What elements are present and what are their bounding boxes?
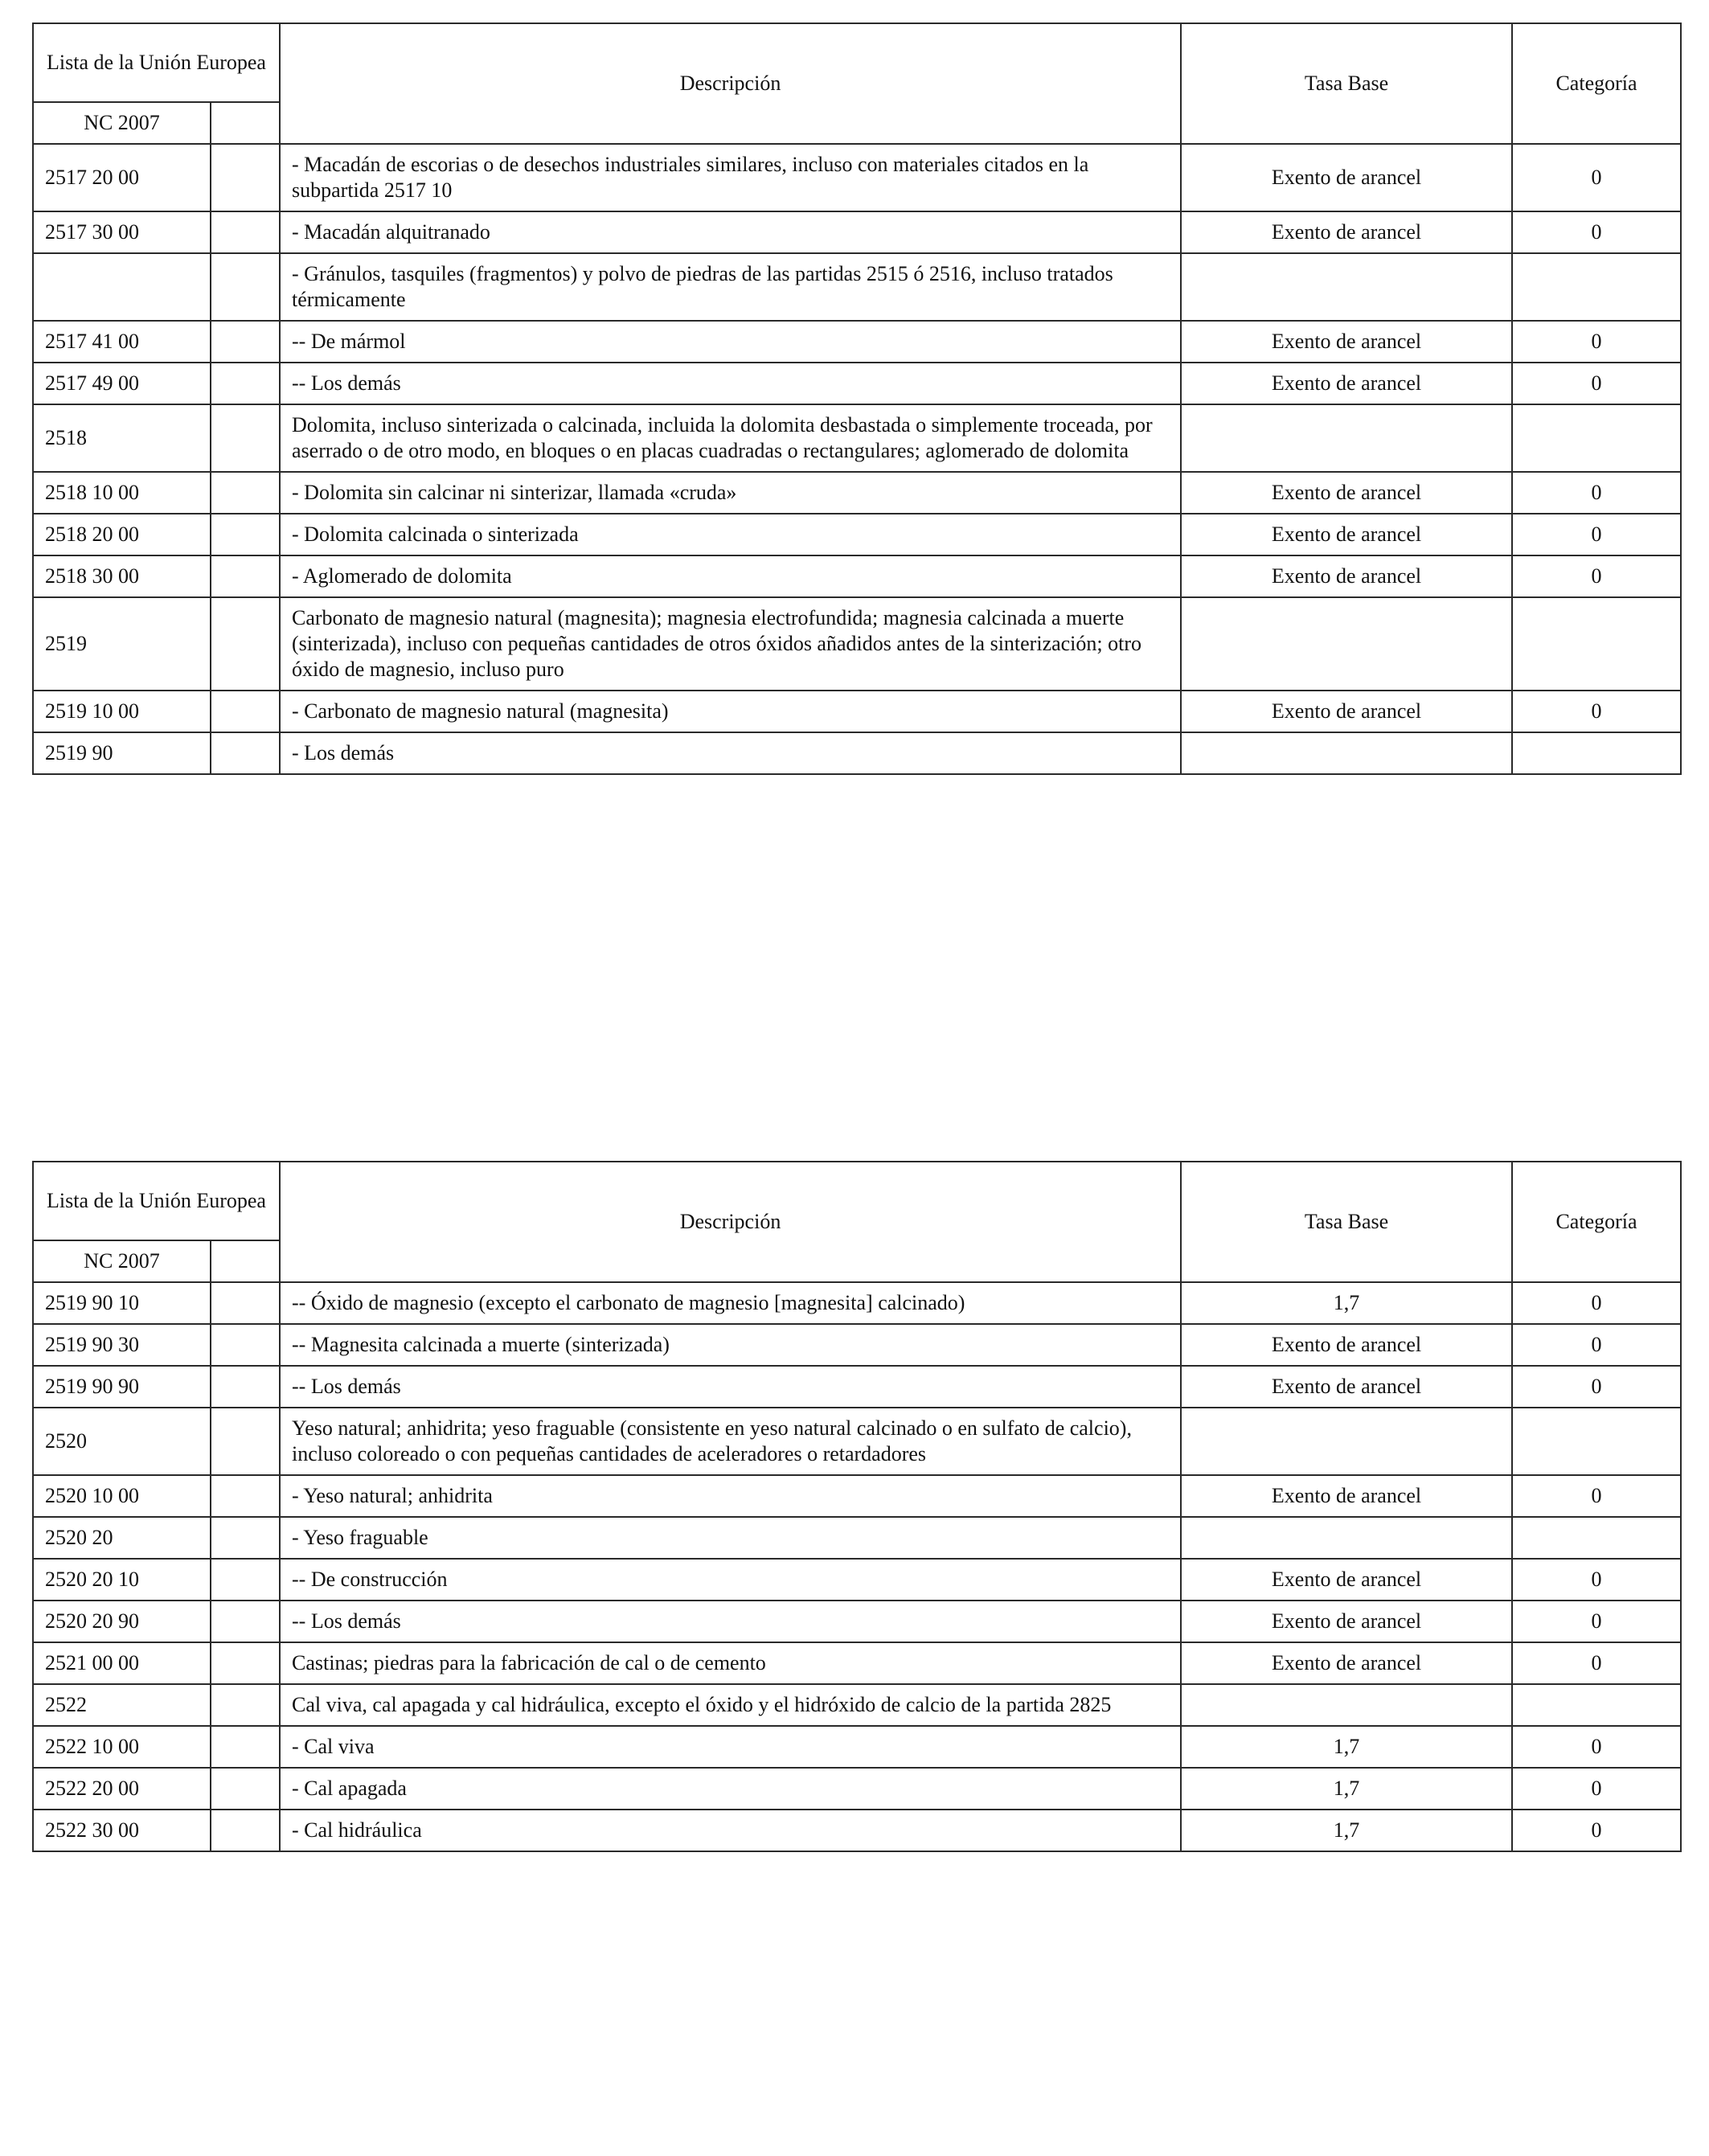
base-rate-header: Tasa Base	[1181, 23, 1512, 144]
blank-cell	[211, 1601, 280, 1642]
table-row	[33, 363, 1681, 404]
nc-2007-header: NC 2007	[33, 1240, 211, 1282]
blank-cell	[211, 1726, 280, 1768]
nc-code-cell: 2520 20	[33, 1517, 211, 1559]
blank-cell	[211, 1559, 280, 1601]
base-rate-cell	[1181, 1408, 1512, 1475]
description-cell: Cal viva, cal apagada y cal hidráulica, excepto el óxido y el hidróxido de calcio de la partida 2825	[280, 1684, 1181, 1726]
description-cell: -- De mármol	[280, 321, 1181, 363]
category-cell: 0	[1512, 1366, 1681, 1408]
table-row	[33, 1408, 1681, 1475]
blank-header-cell	[211, 1240, 280, 1282]
base-rate-cell: Exento de arancel	[1181, 1642, 1512, 1684]
table-row	[33, 1324, 1681, 1366]
table-header	[33, 1162, 1681, 1282]
nc-code-cell	[33, 253, 211, 321]
description-cell: -- De construcción	[280, 1559, 1181, 1601]
blank-cell	[211, 555, 280, 597]
description-header: Descripción	[280, 1162, 1181, 1282]
blank-cell	[211, 321, 280, 363]
nc-code-cell: 2518 20 00	[33, 514, 211, 555]
base-rate-cell: Exento de arancel	[1181, 144, 1512, 211]
nc-code-cell: 2519	[33, 597, 211, 691]
blank-header-cell	[211, 102, 280, 144]
nc-2007-header: NC 2007	[33, 102, 211, 144]
nc-code-cell: 2522 30 00	[33, 1810, 211, 1851]
table-body	[33, 144, 1681, 774]
table-row	[33, 1601, 1681, 1642]
blank-cell	[211, 597, 280, 691]
category-cell: 0	[1512, 1559, 1681, 1601]
table-row	[33, 253, 1681, 321]
description-cell: - Dolomita sin calcinar ni sinterizar, llamada «cruda»	[280, 472, 1181, 514]
description-cell: - Dolomita calcinada o sinterizada	[280, 514, 1181, 555]
table-row	[33, 1366, 1681, 1408]
nc-code-cell: 2517 49 00	[33, 363, 211, 404]
table-row	[33, 404, 1681, 472]
base-rate-cell: Exento de arancel	[1181, 1366, 1512, 1408]
blank-cell	[211, 211, 280, 253]
category-cell	[1512, 1517, 1681, 1559]
base-rate-cell: 1,7	[1181, 1768, 1512, 1810]
category-cell	[1512, 404, 1681, 472]
category-cell: 0	[1512, 144, 1681, 211]
base-rate-cell: Exento de arancel	[1181, 211, 1512, 253]
blank-cell	[211, 1324, 280, 1366]
category-cell: 0	[1512, 1810, 1681, 1851]
nc-code-cell: 2519 90 30	[33, 1324, 211, 1366]
description-cell: - Los demás	[280, 732, 1181, 774]
blank-cell	[211, 1642, 280, 1684]
description-cell: - Cal apagada	[280, 1768, 1181, 1810]
category-cell: 0	[1512, 1726, 1681, 1768]
blank-cell	[211, 1684, 280, 1726]
tariff-table-1	[32, 23, 1682, 775]
table-header	[33, 23, 1681, 144]
nc-code-cell: 2518 30 00	[33, 555, 211, 597]
nc-code-cell: 2522	[33, 1684, 211, 1726]
table-row	[33, 1810, 1681, 1851]
description-cell: Castinas; piedras para la fabricación de cal o de cemento	[280, 1642, 1181, 1684]
description-cell: -- Óxido de magnesio (excepto el carbonato de magnesio [magnesita] calcinado)	[280, 1282, 1181, 1324]
blank-cell	[211, 404, 280, 472]
description-cell: - Macadán de escorias o de desechos industriales similares, incluso con materiales citados en la subpartida 2517 10	[280, 144, 1181, 211]
category-cell: 0	[1512, 691, 1681, 732]
category-cell	[1512, 597, 1681, 691]
nc-code-cell: 2520	[33, 1408, 211, 1475]
category-cell: 0	[1512, 514, 1681, 555]
blank-cell	[211, 1366, 280, 1408]
nc-code-cell: 2520 10 00	[33, 1475, 211, 1517]
base-rate-cell: Exento de arancel	[1181, 1601, 1512, 1642]
base-rate-cell: Exento de arancel	[1181, 472, 1512, 514]
category-cell	[1512, 1684, 1681, 1726]
category-cell: 0	[1512, 472, 1681, 514]
description-cell: Yeso natural; anhidrita; yeso fraguable (consistente en yeso natural calcinado o en sulfato de calcio), incluso coloreado o con pequeñas cantidades de aceleradores o retardadores	[280, 1408, 1181, 1475]
description-cell: -- Los demás	[280, 1366, 1181, 1408]
tariff-table-2	[32, 1161, 1682, 1852]
description-cell: - Gránulos, tasquiles (fragmentos) y polvo de piedras de las partidas 2515 ó 2516, incluso tratados térmicamente	[280, 253, 1181, 321]
nc-code-cell: 2519 90 90	[33, 1366, 211, 1408]
base-rate-cell: Exento de arancel	[1181, 1475, 1512, 1517]
eu-list-header: Lista de la Unión Europea	[33, 1162, 280, 1240]
blank-cell	[211, 514, 280, 555]
description-header: Descripción	[280, 23, 1181, 144]
category-cell	[1512, 253, 1681, 321]
nc-code-cell: 2517 20 00	[33, 144, 211, 211]
table-row	[33, 1559, 1681, 1601]
description-cell: -- Los demás	[280, 363, 1181, 404]
category-cell: 0	[1512, 1282, 1681, 1324]
category-cell: 0	[1512, 1768, 1681, 1810]
table-row	[33, 1642, 1681, 1684]
description-cell: -- Los demás	[280, 1601, 1181, 1642]
base-rate-cell: 1,7	[1181, 1810, 1512, 1851]
table-row	[33, 514, 1681, 555]
blank-cell	[211, 1768, 280, 1810]
category-cell: 0	[1512, 363, 1681, 404]
category-cell	[1512, 732, 1681, 774]
description-cell: Carbonato de magnesio natural (magnesita); magnesia electrofundida; magnesia calcinada a muerte (sinterizada), incluso con pequeñas cantidades de otros óxidos añadidos antes de la sinterización; otro óxido de magnesio, incluso puro	[280, 597, 1181, 691]
nc-code-cell: 2517 30 00	[33, 211, 211, 253]
description-cell: - Carbonato de magnesio natural (magnesita)	[280, 691, 1181, 732]
nc-code-cell: 2518	[33, 404, 211, 472]
category-cell: 0	[1512, 1475, 1681, 1517]
base-rate-cell: Exento de arancel	[1181, 691, 1512, 732]
description-cell: - Yeso fraguable	[280, 1517, 1181, 1559]
base-rate-header: Tasa Base	[1181, 1162, 1512, 1282]
table-row	[33, 1684, 1681, 1726]
category-cell: 0	[1512, 1601, 1681, 1642]
table-row	[33, 732, 1681, 774]
nc-code-cell: 2519 10 00	[33, 691, 211, 732]
base-rate-cell	[1181, 404, 1512, 472]
category-cell: 0	[1512, 211, 1681, 253]
table-row	[33, 211, 1681, 253]
blank-cell	[211, 1517, 280, 1559]
eu-list-header: Lista de la Unión Europea	[33, 23, 280, 102]
blank-cell	[211, 472, 280, 514]
table-body	[33, 1282, 1681, 1851]
table-row	[33, 691, 1681, 732]
table-row	[33, 472, 1681, 514]
table-row	[33, 144, 1681, 211]
blank-cell	[211, 691, 280, 732]
base-rate-cell: 1,7	[1181, 1726, 1512, 1768]
nc-code-cell: 2519 90 10	[33, 1282, 211, 1324]
base-rate-cell	[1181, 253, 1512, 321]
base-rate-cell: 1,7	[1181, 1282, 1512, 1324]
category-cell: 0	[1512, 321, 1681, 363]
nc-code-cell: 2521 00 00	[33, 1642, 211, 1684]
base-rate-cell	[1181, 1684, 1512, 1726]
blank-cell	[211, 1408, 280, 1475]
nc-code-cell: 2520 20 10	[33, 1559, 211, 1601]
nc-code-cell: 2517 41 00	[33, 321, 211, 363]
description-cell: Dolomita, incluso sinterizada o calcinada, incluida la dolomita desbastada o simplemente troceada, por aserrado o de otro modo, en bloques o en placas cuadradas o rectangulares; aglomerado de dolomita	[280, 404, 1181, 472]
category-header: Categoría	[1512, 1162, 1681, 1282]
description-cell: -- Magnesita calcinada a muerte (sinterizada)	[280, 1324, 1181, 1366]
nc-code-cell: 2520 20 90	[33, 1601, 211, 1642]
nc-code-cell: 2518 10 00	[33, 472, 211, 514]
base-rate-cell: Exento de arancel	[1181, 363, 1512, 404]
category-cell: 0	[1512, 555, 1681, 597]
blank-cell	[211, 253, 280, 321]
table-row	[33, 321, 1681, 363]
base-rate-cell: Exento de arancel	[1181, 555, 1512, 597]
nc-code-cell: 2519 90	[33, 732, 211, 774]
base-rate-cell: Exento de arancel	[1181, 514, 1512, 555]
description-cell: - Cal viva	[280, 1726, 1181, 1768]
blank-cell	[211, 1475, 280, 1517]
description-cell: - Cal hidráulica	[280, 1810, 1181, 1851]
base-rate-cell	[1181, 1517, 1512, 1559]
description-cell: - Yeso natural; anhidrita	[280, 1475, 1181, 1517]
description-cell: - Aglomerado de dolomita	[280, 555, 1181, 597]
nc-code-cell: 2522 20 00	[33, 1768, 211, 1810]
table-row	[33, 1768, 1681, 1810]
blank-cell	[211, 1282, 280, 1324]
base-rate-cell: Exento de arancel	[1181, 1559, 1512, 1601]
blank-cell	[211, 363, 280, 404]
table-row	[33, 1282, 1681, 1324]
category-cell: 0	[1512, 1324, 1681, 1366]
blank-cell	[211, 732, 280, 774]
table-row	[33, 555, 1681, 597]
base-rate-cell	[1181, 597, 1512, 691]
category-cell	[1512, 1408, 1681, 1475]
table-row	[33, 597, 1681, 691]
table-row	[33, 1475, 1681, 1517]
base-rate-cell	[1181, 732, 1512, 774]
blank-cell	[211, 1810, 280, 1851]
category-cell: 0	[1512, 1642, 1681, 1684]
category-header: Categoría	[1512, 23, 1681, 144]
blank-cell	[211, 144, 280, 211]
table-row	[33, 1726, 1681, 1768]
nc-code-cell: 2522 10 00	[33, 1726, 211, 1768]
table-row	[33, 1517, 1681, 1559]
base-rate-cell: Exento de arancel	[1181, 1324, 1512, 1366]
base-rate-cell: Exento de arancel	[1181, 321, 1512, 363]
description-cell: - Macadán alquitranado	[280, 211, 1181, 253]
